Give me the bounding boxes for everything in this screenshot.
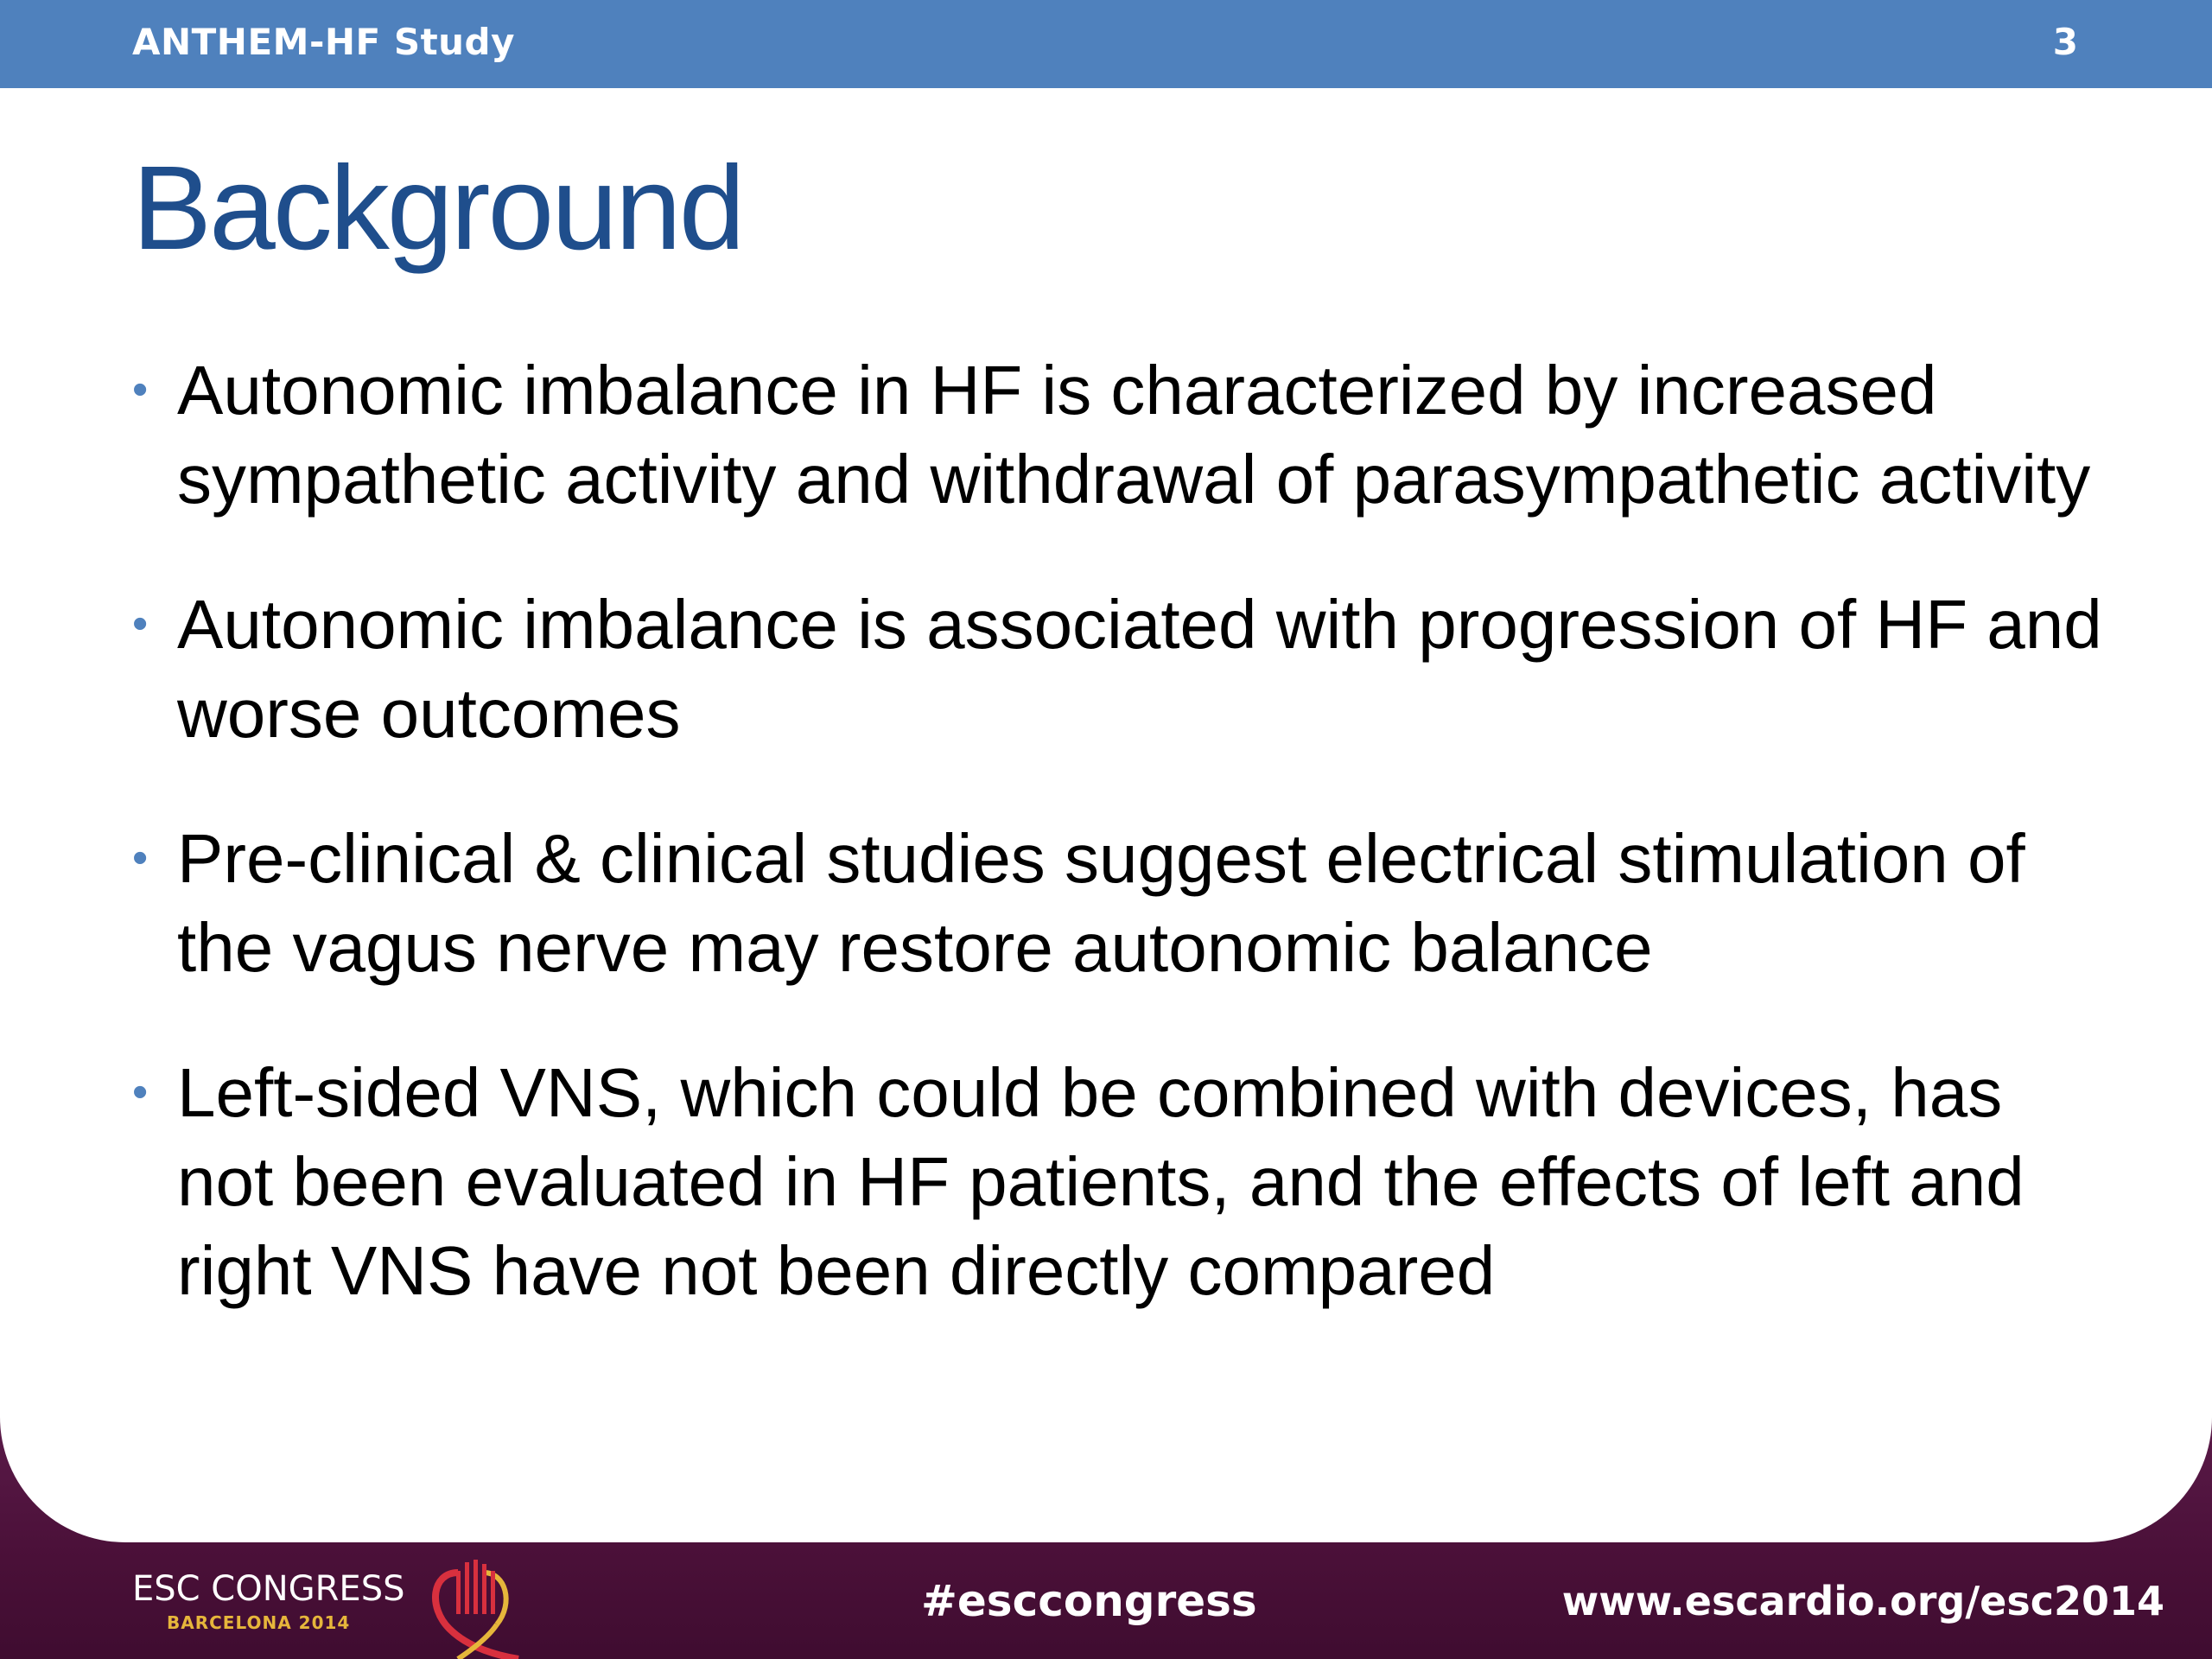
bullet-item	[132, 1048, 2111, 1315]
bullet-icon: •	[132, 833, 149, 883]
esc-congress-logo	[132, 1569, 405, 1633]
bullet-text: Left-sided VNS, which could be combined with devices, has not been evaluated in HF patients, and the effects of left and right VNS have not been directly compared	[177, 1054, 2024, 1309]
heart-emblem-icon	[423, 1555, 536, 1659]
bullet-item	[132, 814, 2111, 992]
bullet-item	[132, 580, 2111, 758]
study-name: ANTHEM-HF Study	[132, 21, 516, 63]
esc-logo-text: ESC CONGRESS	[132, 1569, 405, 1609]
slide-number: 3	[2052, 21, 2078, 63]
bullet-text: Autonomic imbalance in HF is characterized by increased sympathetic activity and withdrawal of parasympathetic activity	[177, 352, 2091, 518]
bullet-text: Autonomic imbalance is associated with progression of HF and worse outcomes	[177, 586, 2102, 752]
website-url: www.escardio.org/esc2014	[1561, 1578, 2164, 1624]
bullet-icon: •	[132, 599, 149, 649]
bullet-icon: •	[132, 365, 149, 415]
hashtag: #esccongress	[921, 1576, 1257, 1626]
bullet-text: Pre-clinical & clinical studies suggest electrical stimulation of the vagus nerve may restore autonomic balance	[177, 820, 2025, 986]
slide-title: Background	[132, 142, 743, 275]
esc-logo-city: BARCELONA 2014	[167, 1612, 351, 1633]
header-bar	[0, 0, 2212, 88]
bullet-item	[132, 346, 2111, 524]
bullet-icon: •	[132, 1067, 149, 1117]
bullet-list	[132, 346, 2111, 1371]
